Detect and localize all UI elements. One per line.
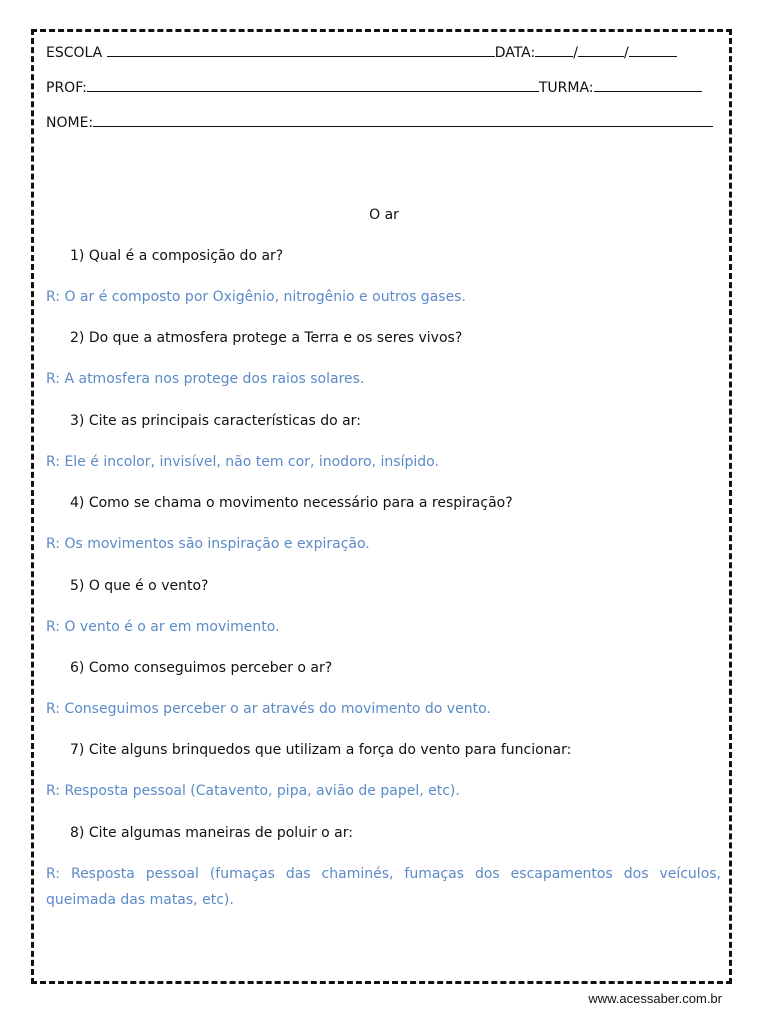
question-6: 6) Como conseguimos perceber o ar? — [70, 660, 333, 676]
turma-blank[interactable] — [594, 79, 702, 92]
answer-5: R: O vento é o ar em movimento. — [46, 619, 280, 635]
data-label: DATA: — [494, 45, 536, 61]
question-2: 2) Do que a atmosfera protege a Terra e os seres vivos? — [70, 330, 463, 346]
year-blank[interactable] — [629, 44, 677, 57]
date-sep-1: / — [573, 45, 578, 61]
nome-blank[interactable] — [93, 114, 713, 127]
day-blank[interactable] — [535, 44, 573, 57]
question-8: 8) Cite algumas maneiras de poluir o ar: — [70, 825, 353, 841]
answer-7: R: Resposta pessoal (Catavento, pipa, avião de papel, etc). — [46, 783, 460, 799]
question-3: 3) Cite as principais características do ar: — [70, 413, 361, 429]
school-line — [46, 44, 677, 62]
question-4: 4) Como se chama o movimento necessário para a respiração? — [70, 495, 513, 511]
escola-label: ESCOLA — [46, 45, 103, 61]
turma-label: TURMA: — [538, 80, 594, 96]
question-1: 1) Qual é a composição do ar? — [70, 248, 284, 264]
escola-blank[interactable] — [107, 44, 495, 57]
prof-label: PROF: — [46, 80, 87, 96]
answer-3: R: Ele é incolor, invisível, não tem cor, inodoro, insípido. — [46, 454, 439, 470]
answer-8: R: Resposta pessoal (fumaças das chaminés, fumaças dos escapamentos dos veículos, queimada das matas, etc). — [46, 866, 721, 908]
answer-1: R: O ar é composto por Oxigênio, nitrogênio e outros gases. — [46, 289, 466, 305]
month-blank[interactable] — [578, 44, 624, 57]
question-7: 7) Cite alguns brinquedos que utilizam a força do vento para funcionar: — [70, 742, 572, 758]
question-5: 5) O que é o vento? — [70, 578, 209, 594]
prof-blank[interactable] — [87, 79, 539, 92]
nome-label: NOME: — [46, 115, 94, 131]
nome-line — [46, 114, 713, 132]
date-sep-2: / — [623, 45, 629, 61]
answer-2: R: A atmosfera nos protege dos raios solares. — [46, 371, 365, 387]
page-title: O ar — [369, 207, 399, 223]
answer-4: R: Os movimentos são inspiração e expiração. — [46, 536, 370, 552]
answer-6: R: Conseguimos perceber o ar através do movimento do vento. — [46, 701, 491, 717]
prof-line — [46, 79, 702, 97]
footer-website[interactable]: www.acessaber.com.br — [588, 991, 722, 1006]
